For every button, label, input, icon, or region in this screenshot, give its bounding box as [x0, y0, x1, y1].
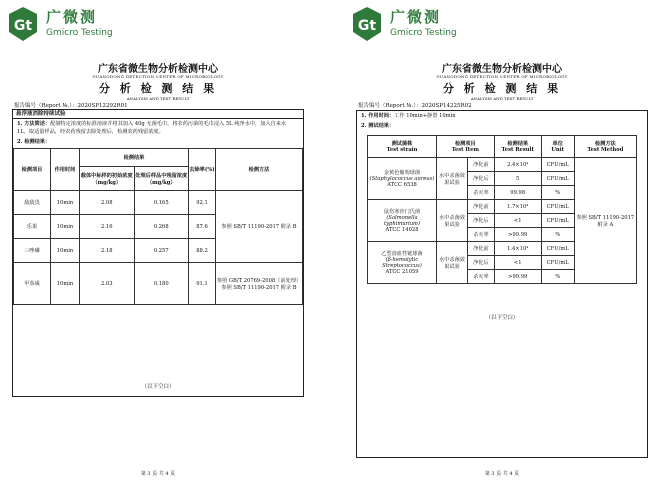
condition-label: 1. 作用时间： — [361, 113, 395, 119]
row-unit: % — [541, 228, 574, 242]
row-label: 净化前 — [468, 200, 495, 214]
brand-name-cn: 广微测 — [46, 8, 98, 26]
col-after: 处理后样品中残留浓度（mg/kg） — [134, 167, 189, 191]
row-label: 杀灭率 — [468, 270, 495, 284]
company-logo — [350, 4, 490, 48]
blank-note: （以下空白） — [485, 315, 519, 321]
cell-rate: 91.1 — [189, 263, 216, 305]
row-unit: CFU/mL — [541, 200, 574, 214]
cell-rate: 88.2 — [189, 239, 216, 263]
row-label: 净化后 — [468, 172, 495, 186]
cell-time: 10min — [51, 239, 80, 263]
report-title-en: ANALYSIS AND TEST RESULT — [470, 96, 534, 101]
report-title: 分 析 检 测 结 果 — [442, 82, 562, 95]
method-text: 配制特定浓度的标准溶液并将其加入 40g 无菌毛巾，将农药污染的毛巾浸入 5L 纯净水中，加入自来水 1L，取适量样品，经农药残留去除处理后，检测农药残留浓度。 — [17, 121, 287, 135]
row-unit: % — [541, 270, 574, 284]
center-name: 广东省微生物分析检测中心 — [442, 64, 562, 75]
col-item-en: Test Item — [451, 147, 479, 153]
cell-item: 三唑磷 — [14, 239, 51, 263]
row-unit: % — [541, 186, 574, 200]
page-number: 第 3 页 共 4 页 — [140, 471, 176, 477]
report-title-en: ANALYSIS AND TEST RESULT — [126, 96, 190, 101]
row-unit: CFU/mL — [541, 172, 574, 186]
result-box — [12, 109, 304, 397]
row-value: 1.4×10⁴ — [494, 242, 541, 256]
brand-name-cn: 广微测 — [390, 8, 442, 26]
strain-cell — [368, 242, 437, 284]
col-rate: 去除率(%) — [189, 149, 216, 191]
table-row — [14, 263, 303, 305]
results-label: 2. 测试结果： — [361, 123, 395, 129]
cell-rate: 92.1 — [189, 191, 216, 215]
col-method: 检测方法 — [216, 149, 303, 191]
cell-before: 2.18 — [80, 239, 135, 263]
cell-time: 10min — [51, 191, 80, 215]
row-value: <1 — [494, 214, 541, 228]
col-result-en: Test Result — [501, 147, 534, 153]
cell-before: 2.16 — [80, 215, 135, 239]
report-page-right — [344, 0, 660, 496]
gt-logo-icon — [6, 6, 40, 42]
cell-method-1: 参照 SB/T 11190-2017 附录 B — [216, 191, 303, 263]
brand-name-en: Gmicro Testing — [390, 28, 457, 38]
row-label: 杀灭率 — [468, 228, 495, 242]
table-row — [368, 158, 637, 172]
row-value: >99.99 — [494, 228, 541, 242]
row-unit: CFU/mL — [541, 214, 574, 228]
strain-atcc: ATCC 21059 — [385, 269, 419, 275]
center-name: 广东省微生物分析检测中心 — [98, 64, 218, 75]
condition-line — [357, 111, 647, 121]
col-group: 检测结果 — [80, 149, 189, 167]
report-title: 分 析 检 测 结 果 — [98, 82, 218, 95]
cell-item: 敌敌畏 — [14, 191, 51, 215]
strain-atcc: ATCC 14028 — [385, 227, 419, 233]
row-label: 净化后 — [468, 256, 495, 270]
col-method-en: Test Method — [587, 147, 624, 153]
cell-rate: 87.6 — [189, 215, 216, 239]
strain-name: 金黄色葡萄球菌 — [383, 170, 421, 176]
row-value: 99.98 — [494, 186, 541, 200]
method-description — [13, 119, 303, 137]
row-label: 净化前 — [468, 242, 495, 256]
cell-before: 2.08 — [80, 191, 135, 215]
row-value: 5 — [494, 172, 541, 186]
cell-before: 2.03 — [80, 263, 135, 305]
company-logo — [6, 4, 146, 48]
col-strain — [368, 136, 437, 158]
row-label: 净化前 — [468, 158, 495, 172]
strain-name: 乙型溶血性链球菌 — [381, 251, 423, 257]
cell-method-2: 参照 GB/T 20769-2008（前处理）参照 SB/T 11190-2017 附录 B — [216, 263, 303, 305]
section-header: 悬浮液消除持续试验 — [13, 110, 303, 119]
item-cell: 水中杀菌效果试验 — [437, 158, 468, 200]
row-value: <1 — [494, 256, 541, 270]
col-strain-cn: 测试菌株 — [391, 141, 413, 147]
row-value: >99.99 — [494, 270, 541, 284]
row-value: 2.4×10⁴ — [494, 158, 541, 172]
row-unit: CFU/mL — [541, 242, 574, 256]
gt-logo-icon — [350, 6, 384, 42]
results-table — [13, 148, 303, 305]
strain-latin: (Staphylococcus aureus) — [369, 176, 435, 182]
row-value: 1.7×10⁴ — [494, 200, 541, 214]
row-label: 杀灭率 — [468, 186, 495, 200]
strain-latin: (β-hemolytic Streptococcus) — [382, 257, 422, 269]
result-box — [356, 110, 648, 458]
strain-cell — [368, 158, 437, 200]
cell-item: 乐果 — [14, 215, 51, 239]
col-unit — [541, 136, 574, 158]
strain-name: 鼠伤寒沙门氏菌 — [383, 209, 421, 215]
col-method — [574, 136, 636, 158]
report-page-left — [0, 0, 316, 496]
report-number: 报告编号（Report №.）：2020SP14225R02 — [358, 103, 472, 109]
col-item-cn: 检测项目 — [454, 141, 476, 147]
col-result-cn: 检测结果 — [507, 141, 529, 147]
cell-after: 0.180 — [134, 263, 189, 305]
col-item — [437, 136, 495, 158]
svg-text:Gt: Gt — [13, 18, 33, 34]
brand-name-en: Gmicro Testing — [46, 28, 113, 38]
row-label: 净化后 — [468, 214, 495, 228]
page-number: 第 3 页 共 4 页 — [484, 471, 520, 477]
cell-after: 0.257 — [134, 239, 189, 263]
method-label: 1. 方法简述： — [17, 121, 51, 127]
center-name-en: GUANGDONG DETECTION CENTER OF MICROBIOLOGY — [92, 74, 224, 79]
col-unit-en: Unit — [551, 147, 565, 153]
col-time: 作用时间 — [51, 149, 80, 191]
strain-cell — [368, 200, 437, 242]
item-cell: 水中杀菌效果试验 — [437, 242, 468, 284]
report-number: 报告编号（Report №.）：2020SP12292R01 — [14, 103, 128, 109]
condition-text: 工作 10min+静置 10min — [394, 113, 456, 119]
results-table — [367, 135, 637, 284]
col-item: 检测项目 — [14, 149, 51, 191]
results-label: 2. 检测结果： — [17, 139, 51, 145]
method-cell: 参照 SB/T 11190-2017 附录 A — [574, 158, 636, 284]
col-method-cn: 检测方法 — [594, 141, 616, 147]
col-result — [494, 136, 541, 158]
col-unit-cn: 单位 — [552, 141, 563, 147]
strain-atcc: ATCC 6538 — [387, 182, 417, 188]
row-unit: CFU/mL — [541, 158, 574, 172]
row-unit: CFU/mL — [541, 256, 574, 270]
cell-time: 10min — [51, 263, 80, 305]
blank-note: （以下空白） — [141, 384, 175, 390]
strain-latin: (Salmonella typhimurium) — [383, 215, 421, 227]
table-row — [14, 191, 303, 215]
col-strain-en: Test strain — [386, 147, 418, 153]
col-before: 载体中标样的初始浓度（mg/kg） — [80, 167, 135, 191]
cell-item: 甲萘威 — [14, 263, 51, 305]
svg-text:Gt: Gt — [357, 18, 377, 34]
cell-after: 0.165 — [134, 191, 189, 215]
center-name-en: GUANGDONG DETECTION CENTER OF MICROBIOLOGY — [436, 74, 568, 79]
cell-time: 10min — [51, 215, 80, 239]
item-cell: 水中杀菌效果试验 — [437, 200, 468, 242]
cell-after: 0.268 — [134, 215, 189, 239]
